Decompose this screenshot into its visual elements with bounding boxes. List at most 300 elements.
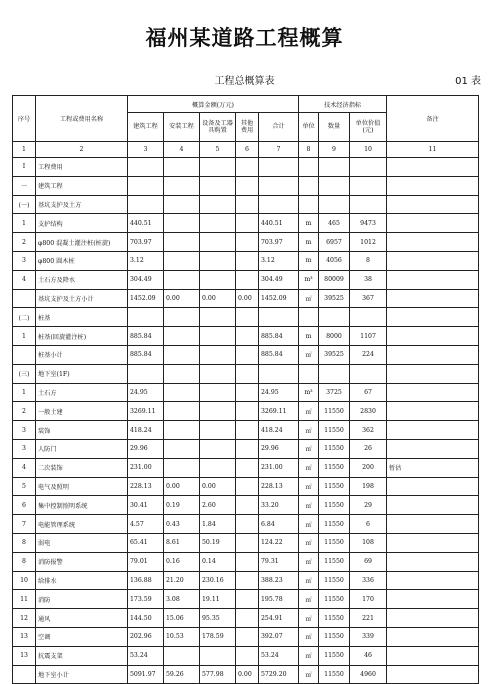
table-row: [13, 345, 479, 364]
seq-cell: 11: [13, 590, 36, 609]
table-row: [13, 383, 479, 402]
seq-cell: 10: [13, 571, 36, 590]
quantity-cell: 11550: [319, 515, 350, 534]
construction-cell: 703.97: [128, 233, 164, 252]
installation-cell: [164, 158, 200, 177]
seq-cell: 5: [13, 477, 36, 496]
unit-cell: [299, 158, 319, 177]
total-cell: 5729.20: [259, 665, 299, 684]
table-row: [13, 665, 479, 684]
equipment-cell: [200, 345, 236, 364]
unit-value-cell: 69: [350, 552, 387, 571]
table-row: [13, 458, 479, 477]
table-row: [13, 402, 479, 421]
unit-cell: m³: [299, 383, 319, 402]
unit-cell: ㎡: [299, 571, 319, 590]
remark-cell: [387, 477, 479, 496]
construction-cell: 53.24: [128, 646, 164, 665]
header-equipment: 设备及工器具购置: [200, 113, 236, 142]
name-cell: 消防报警: [36, 552, 128, 571]
name-cell: 地下室(1F): [36, 364, 128, 383]
seq-cell: 1: [13, 214, 36, 233]
table-row: [13, 571, 479, 590]
header-total: 合计: [259, 113, 299, 142]
remark-cell: [387, 421, 479, 440]
name-cell: 建筑工程: [36, 176, 128, 195]
table-row: [13, 552, 479, 571]
quantity-cell: 465: [319, 214, 350, 233]
total-cell: 6.84: [259, 515, 299, 534]
seq-cell: 7: [13, 515, 36, 534]
unit-cell: ㎡: [299, 627, 319, 646]
remark-cell: [387, 176, 479, 195]
column-number: 3: [128, 142, 164, 158]
remark-cell: [387, 158, 479, 177]
remark-cell: [387, 439, 479, 458]
installation-cell: [164, 383, 200, 402]
unit-value-cell: 46: [350, 646, 387, 665]
seq-cell: 1: [13, 383, 36, 402]
construction-cell: [128, 308, 164, 327]
installation-cell: [164, 176, 200, 195]
quantity-cell: 11550: [319, 665, 350, 684]
construction-cell: 885.84: [128, 345, 164, 364]
quantity-cell: 11550: [319, 609, 350, 628]
other-cell: [236, 552, 259, 571]
total-cell: 1452.09: [259, 289, 299, 308]
construction-cell: 5091.97: [128, 665, 164, 684]
construction-cell: 3.12: [128, 251, 164, 270]
quantity-cell: 39525: [319, 289, 350, 308]
total-cell: 418.24: [259, 421, 299, 440]
name-cell: 装饰: [36, 421, 128, 440]
unit-value-cell: 336: [350, 571, 387, 590]
construction-cell: [128, 195, 164, 214]
other-cell: [236, 627, 259, 646]
seq-cell: 3: [13, 439, 36, 458]
other-cell: [236, 477, 259, 496]
name-cell: 基坑支护及土方: [36, 195, 128, 214]
unit-cell: ㎡: [299, 421, 319, 440]
equipment-cell: [200, 270, 236, 289]
total-cell: 388.23: [259, 571, 299, 590]
remark-cell: [387, 364, 479, 383]
construction-cell: 1452.09: [128, 289, 164, 308]
unit-value-cell: 1012: [350, 233, 387, 252]
quantity-cell: 11550: [319, 421, 350, 440]
equipment-cell: [200, 251, 236, 270]
equipment-cell: 19.11: [200, 590, 236, 609]
other-cell: [236, 308, 259, 327]
name-cell: 基坑支护及土方小计: [36, 289, 128, 308]
unit-value-cell: 6: [350, 515, 387, 534]
construction-cell: 24.95: [128, 383, 164, 402]
unit-value-cell: 224: [350, 345, 387, 364]
header-seq: 序号: [13, 96, 36, 142]
column-number: 9: [319, 142, 350, 158]
table-row: [13, 609, 479, 628]
unit-value-cell: 198: [350, 477, 387, 496]
remark-cell: [387, 552, 479, 571]
other-cell: [236, 458, 259, 477]
total-cell: 440.51: [259, 214, 299, 233]
equipment-cell: [200, 233, 236, 252]
seq-cell: 8: [13, 533, 36, 552]
installation-cell: [164, 195, 200, 214]
seq-cell: [13, 345, 36, 364]
seq-cell: 6: [13, 496, 36, 515]
seq-cell: 8: [13, 552, 36, 571]
installation-cell: [164, 421, 200, 440]
seq-cell: (二): [13, 308, 36, 327]
column-number: 11: [387, 142, 479, 158]
unit-value-cell: 200: [350, 458, 387, 477]
equipment-cell: [200, 646, 236, 665]
remark-cell: [387, 515, 479, 534]
unit-value-cell: 108: [350, 533, 387, 552]
table-row: [13, 477, 479, 496]
quantity-cell: [319, 195, 350, 214]
column-number: 8: [299, 142, 319, 158]
seq-cell: 一: [13, 176, 36, 195]
other-cell: [236, 327, 259, 346]
remark-cell: [387, 289, 479, 308]
equipment-cell: [200, 195, 236, 214]
table-row: [13, 439, 479, 458]
table-row: [13, 270, 479, 289]
remark-cell: [387, 214, 479, 233]
other-cell: [236, 646, 259, 665]
table-row: [13, 421, 479, 440]
name-cell: 土石方: [36, 383, 128, 402]
installation-cell: [164, 327, 200, 346]
other-cell: [236, 515, 259, 534]
quantity-cell: 11550: [319, 402, 350, 421]
column-number: 7: [259, 142, 299, 158]
seq-cell: [13, 289, 36, 308]
construction-cell: 30.41: [128, 496, 164, 515]
name-cell: φ800 圆木桩: [36, 251, 128, 270]
construction-cell: 29.96: [128, 439, 164, 458]
quantity-cell: 4056: [319, 251, 350, 270]
construction-cell: 4.57: [128, 515, 164, 534]
equipment-cell: [200, 383, 236, 402]
quantity-cell: [319, 364, 350, 383]
total-cell: 231.00: [259, 458, 299, 477]
installation-cell: 3.08: [164, 590, 200, 609]
equipment-cell: [200, 176, 236, 195]
equipment-cell: 50.19: [200, 533, 236, 552]
unit-cell: ㎡: [299, 458, 319, 477]
construction-cell: 885.84: [128, 327, 164, 346]
remark-cell: 暂估: [387, 458, 479, 477]
seq-cell: 2: [13, 233, 36, 252]
table-number: 01 表: [455, 76, 481, 87]
table-row: [13, 590, 479, 609]
equipment-cell: [200, 327, 236, 346]
quantity-cell: 3725: [319, 383, 350, 402]
quantity-cell: [319, 308, 350, 327]
unit-cell: m: [299, 214, 319, 233]
unit-value-cell: [350, 364, 387, 383]
total-cell: 3.12: [259, 251, 299, 270]
table-row: [13, 158, 479, 177]
total-cell: 392.07: [259, 627, 299, 646]
other-cell: [236, 158, 259, 177]
unit-cell: m: [299, 233, 319, 252]
header-construction: 建筑工程: [128, 113, 164, 142]
remark-cell: [387, 665, 479, 684]
remark-cell: [387, 251, 479, 270]
equipment-cell: [200, 439, 236, 458]
remark-cell: [387, 233, 479, 252]
unit-value-cell: 1107: [350, 327, 387, 346]
remark-cell: [387, 195, 479, 214]
quantity-cell: 80009: [319, 270, 350, 289]
unit-cell: ㎡: [299, 552, 319, 571]
unit-value-cell: 362: [350, 421, 387, 440]
seq-cell: (一): [13, 195, 36, 214]
other-cell: [236, 421, 259, 440]
total-cell: 29.96: [259, 439, 299, 458]
seq-cell: 4: [13, 458, 36, 477]
unit-cell: ㎡: [299, 665, 319, 684]
total-cell: [259, 364, 299, 383]
total-cell: [259, 176, 299, 195]
total-cell: 885.84: [259, 327, 299, 346]
unit-cell: ㎡: [299, 496, 319, 515]
seq-cell: 12: [13, 609, 36, 628]
quantity-cell: 8000: [319, 327, 350, 346]
installation-cell: [164, 439, 200, 458]
unit-cell: ㎡: [299, 533, 319, 552]
table-row: [13, 327, 479, 346]
seq-cell: 13: [13, 627, 36, 646]
installation-cell: 59.26: [164, 665, 200, 684]
budget-table: [12, 95, 479, 684]
page-title: 福州某道路工程概算: [145, 26, 344, 50]
unit-cell: [299, 308, 319, 327]
other-cell: [236, 270, 259, 289]
quantity-cell: [319, 158, 350, 177]
remark-cell: [387, 327, 479, 346]
construction-cell: 65.41: [128, 533, 164, 552]
other-cell: [236, 233, 259, 252]
header-amount-group: 概算金额(万元): [128, 96, 299, 113]
name-cell: 集中控制照明系统: [36, 496, 128, 515]
table-row: [13, 533, 479, 552]
total-cell: 53.24: [259, 646, 299, 665]
installation-cell: 0.00: [164, 289, 200, 308]
total-cell: 124.22: [259, 533, 299, 552]
column-number: 1: [13, 142, 36, 158]
other-cell: [236, 496, 259, 515]
equipment-cell: [200, 421, 236, 440]
other-cell: [236, 609, 259, 628]
installation-cell: 15.06: [164, 609, 200, 628]
header-other: 其他费用: [236, 113, 259, 142]
equipment-cell: [200, 158, 236, 177]
equipment-cell: 178.59: [200, 627, 236, 646]
installation-cell: 0.00: [164, 477, 200, 496]
quantity-cell: 11550: [319, 458, 350, 477]
quantity-cell: 11550: [319, 552, 350, 571]
quantity-cell: 11550: [319, 496, 350, 515]
unit-cell: ㎡: [299, 402, 319, 421]
total-cell: 254.91: [259, 609, 299, 628]
total-cell: 195.78: [259, 590, 299, 609]
equipment-cell: 0.00: [200, 477, 236, 496]
installation-cell: 0.43: [164, 515, 200, 534]
equipment-cell: 95.35: [200, 609, 236, 628]
installation-cell: 8.61: [164, 533, 200, 552]
total-cell: [259, 308, 299, 327]
other-cell: [236, 439, 259, 458]
name-cell: 给排水: [36, 571, 128, 590]
table-row: [13, 195, 479, 214]
header-quantity: 数量: [319, 113, 350, 142]
unit-value-cell: 367: [350, 289, 387, 308]
name-cell: 一般土建: [36, 402, 128, 421]
table-subtitle: 工程总概算表: [214, 76, 275, 87]
quantity-cell: 11550: [319, 533, 350, 552]
unit-cell: m: [299, 327, 319, 346]
name-cell: 桩基(回旋灌注桩): [36, 327, 128, 346]
table-row: [13, 251, 479, 270]
total-cell: 885.84: [259, 345, 299, 364]
remark-cell: [387, 383, 479, 402]
other-cell: [236, 214, 259, 233]
construction-cell: 418.24: [128, 421, 164, 440]
construction-cell: 136.88: [128, 571, 164, 590]
construction-cell: [128, 176, 164, 195]
unit-value-cell: [350, 176, 387, 195]
table-row: [13, 627, 479, 646]
seq-cell: 2: [13, 402, 36, 421]
name-cell: 电能管理系统: [36, 515, 128, 534]
table-row: [13, 214, 479, 233]
name-cell: 土石方及降水: [36, 270, 128, 289]
equipment-cell: [200, 402, 236, 421]
other-cell: [236, 383, 259, 402]
other-cell: 0.00: [236, 665, 259, 684]
unit-cell: [299, 195, 319, 214]
construction-cell: 231.00: [128, 458, 164, 477]
remark-cell: [387, 308, 479, 327]
installation-cell: [164, 214, 200, 233]
installation-cell: [164, 270, 200, 289]
equipment-cell: [200, 214, 236, 233]
equipment-cell: 577.98: [200, 665, 236, 684]
remark-cell: [387, 345, 479, 364]
other-cell: [236, 533, 259, 552]
installation-cell: 0.19: [164, 496, 200, 515]
table-body: [13, 158, 479, 684]
unit-cell: m: [299, 251, 319, 270]
unit-value-cell: 9473: [350, 214, 387, 233]
unit-cell: ㎡: [299, 439, 319, 458]
other-cell: [236, 364, 259, 383]
construction-cell: 3269.11: [128, 402, 164, 421]
seq-cell: 3: [13, 251, 36, 270]
name-cell: 桩基小计: [36, 345, 128, 364]
table-row: [13, 364, 479, 383]
header-name: 工程或费用名称: [36, 96, 128, 142]
table-row: [13, 496, 479, 515]
seq-cell: 13: [13, 646, 36, 665]
other-cell: [236, 176, 259, 195]
name-cell: 支护结构: [36, 214, 128, 233]
unit-value-cell: 339: [350, 627, 387, 646]
construction-cell: 144.50: [128, 609, 164, 628]
unit-value-cell: 170: [350, 590, 387, 609]
table-row: [13, 289, 479, 308]
name-cell: 工程费用: [36, 158, 128, 177]
total-cell: [259, 158, 299, 177]
total-cell: 33.20: [259, 496, 299, 515]
equipment-cell: 230.16: [200, 571, 236, 590]
name-cell: 消防: [36, 590, 128, 609]
name-cell: φ800 混凝土灌注桩(桩旋): [36, 233, 128, 252]
name-cell: 二次装饰: [36, 458, 128, 477]
unit-value-cell: 221: [350, 609, 387, 628]
unit-cell: ㎡: [299, 289, 319, 308]
installation-cell: [164, 646, 200, 665]
name-cell: 地下室小计: [36, 665, 128, 684]
quantity-cell: 39525: [319, 345, 350, 364]
installation-cell: [164, 251, 200, 270]
equipment-cell: [200, 458, 236, 477]
quantity-cell: 11550: [319, 627, 350, 646]
total-cell: 228.13: [259, 477, 299, 496]
unit-cell: m³: [299, 270, 319, 289]
unit-cell: [299, 364, 319, 383]
equipment-cell: [200, 308, 236, 327]
unit-cell: ㎡: [299, 590, 319, 609]
column-number-row: [13, 142, 479, 158]
name-cell: 弱电: [36, 533, 128, 552]
other-cell: [236, 590, 259, 609]
column-number: 10: [350, 142, 387, 158]
name-cell: 电气及照明: [36, 477, 128, 496]
unit-cell: ㎡: [299, 609, 319, 628]
seq-cell: 4: [13, 270, 36, 289]
construction-cell: 228.13: [128, 477, 164, 496]
table-row: [13, 308, 479, 327]
other-cell: [236, 195, 259, 214]
installation-cell: 10.53: [164, 627, 200, 646]
other-cell: [236, 402, 259, 421]
other-cell: 0.00: [236, 289, 259, 308]
equipment-cell: 0.00: [200, 289, 236, 308]
unit-value-cell: 4960: [350, 665, 387, 684]
unit-value-cell: 29: [350, 496, 387, 515]
quantity-cell: [319, 176, 350, 195]
unit-value-cell: 8: [350, 251, 387, 270]
total-cell: 703.97: [259, 233, 299, 252]
name-cell: 抗震支架: [36, 646, 128, 665]
construction-cell: 304.49: [128, 270, 164, 289]
other-cell: [236, 251, 259, 270]
unit-value-cell: [350, 308, 387, 327]
remark-cell: [387, 590, 479, 609]
quantity-cell: 11550: [319, 590, 350, 609]
remark-cell: [387, 270, 479, 289]
total-cell: 79.31: [259, 552, 299, 571]
unit-cell: [299, 176, 319, 195]
remark-cell: [387, 533, 479, 552]
installation-cell: 0.16: [164, 552, 200, 571]
